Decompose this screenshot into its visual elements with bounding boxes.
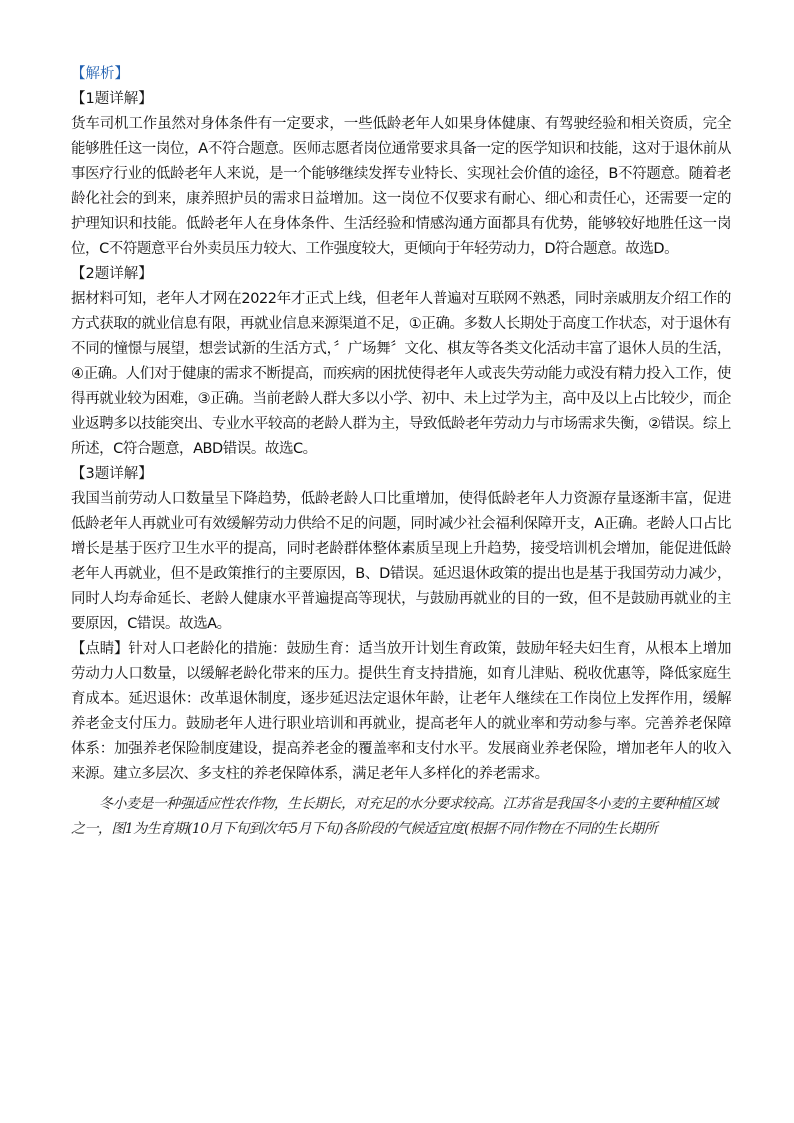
q1-heading: 【1题详解】 xyxy=(71,91,153,107)
q1-explanation: 货车司机工作虽然对身体条件有一定要求，一些低龄老年人如果身体健康、有驾驶经验和相关资质，完全能够胜任这一岗位，A不符合题意。医师志愿者岗位通常要求具备一定的医学知识和技能，这对于退休前从事医疗行业的低龄老年人来说，是一个能够继续发挥专业特长、实现社会价值的途径，B不符题意。随着老龄化社会的到来，康养照护员的需求日益增加。这一岗位不仅要求有耐心、细心和责任心，还需要一定的护理知识和技能。低龄老年人在身体条件、生活经验和情感沟通方面都具有优势，能够较好地胜任这一岗位，C不符题意平台外卖员压力较大、工作强度较大，更倾向于年轻劳动力，D符合题意。故选D。 xyxy=(71,116,731,257)
analysis-heading: 【解析】 xyxy=(71,66,129,82)
q2-heading: 【2题详解】 xyxy=(71,266,153,282)
tip-label: 【点睛】 xyxy=(71,641,129,657)
q3-explanation: 我国当前劳动人口数量呈下降趋势，低龄老龄人口比重增加，使得低龄老年人力资源存量逐渐丰富，促进低龄老年人再就业可有效缓解劳动力供给不足的问题，同时减少社会福利保障开支，A正确。老龄人口占比增长是基于医疗卫生水平的提高，同时老龄群体整体素质呈现上升趋势，接受培训机会增加，能促进低龄老年人再就业，但不是政策推行的主要原因，B、D错误。延迟退休政策的提出也是基于我国劳动力减少，同时人均寿命延长、老龄人健康水平普遍提高等现状，与鼓励再就业的目的一致，但不是鼓励再就业的主要原因，C错误。故选A。 xyxy=(71,491,731,632)
document-page xyxy=(71,62,731,842)
next-question-intro: 冬小麦是一种强适应性农作物，生长期长，对充足的水分要求较高。江苏省是我国冬小麦的主要种植区域之一，图1为生育期(10月下旬到次年5月下旬)各阶段的气候适宜度(根据不同作物在不同的生长期所 xyxy=(71,796,718,837)
tip-paragraph xyxy=(71,637,731,787)
tip-body: 针对人口老龄化的措施：鼓励生育：适当放开计划生育政策，鼓励年轻夫妇生育，从根本上增加劳动力人口数量，以缓解老龄化带来的压力。提供生育支持措施，如育儿津贴、税收优惠等，降低家庭生育成本。延迟退休：改革退休制度，逐步延迟法定退休年龄，让老年人继续在工作岗位上发挥作用，缓解养老金支付压力。鼓励老年人进行职业培训和再就业，提高老年人的就业率和劳动参与率。完善养老保障体系：加强养老保险制度建设，提高养老金的覆盖率和支付水平。发展商业养老保险，增加老年人的收入来源。建立多层次、多支柱的养老保障体系，满足老年人多样化的养老需求。 xyxy=(71,641,731,782)
q3-heading: 【3题详解】 xyxy=(71,466,153,482)
q2-explanation: 据材料可知，老年人才网在2022年才正式上线，但老年人普遍对互联网不熟悉，同时亲戚朋友介绍工作的方式获取的就业信息有限，再就业信息来源渠道不足，①正确。多数人长期处于高度工作状态，对于退休有不同的憧憬与展望，想尝试新的生活方式，〞广场舞〞文化、棋友等各类文化活动丰富了退休人员的生活，④正确。人们对于健康的需求不断提高，而疾病的困扰使得老年人或丧失劳动能力或没有精力投入工作，使得再就业较为困难，③正确。当前老龄人群大多以小学、初中、未上过学为主，高中及以上占比较少，而企业返聘多以技能突出、专业水平较高的老龄人群为主，导致低龄老年劳动力与市场需求失衡，②错误。综上所述，C符合题意，ABD错误。故选C。 xyxy=(71,291,731,457)
